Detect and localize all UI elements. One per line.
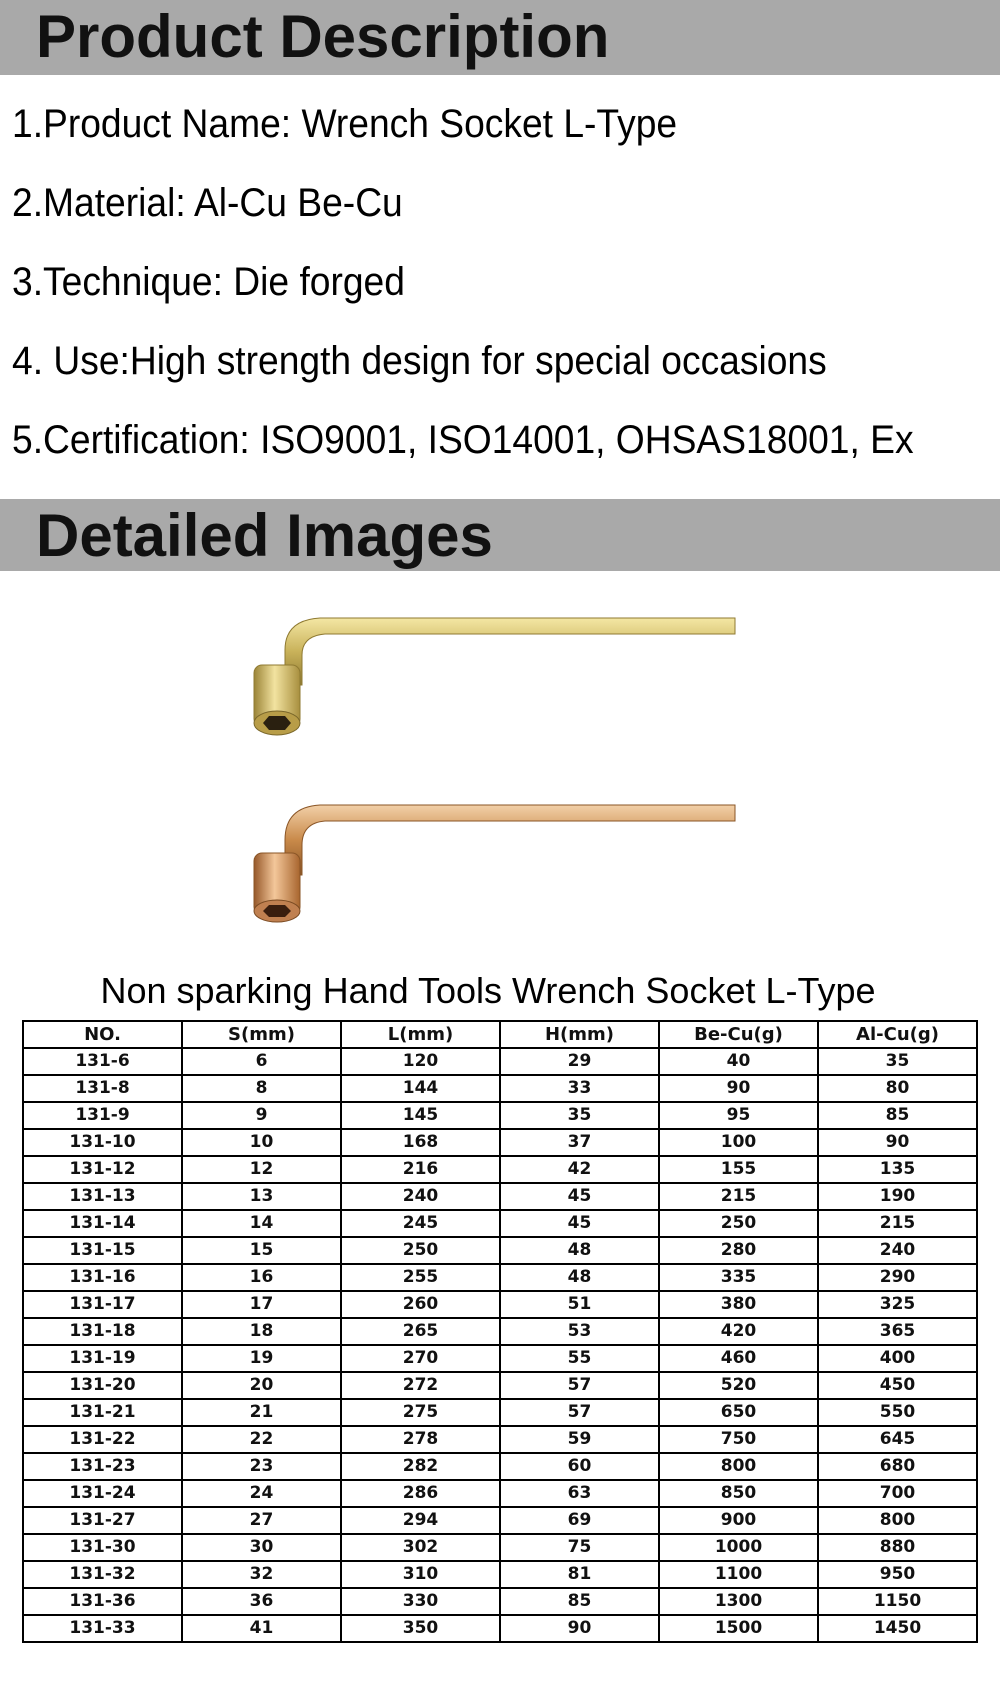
table-cell: 278 <box>341 1426 500 1453</box>
header-no: NO. <box>23 1021 182 1048</box>
table-cell: 700 <box>818 1480 977 1507</box>
table-cell: 290 <box>818 1264 977 1291</box>
table-cell: 13 <box>182 1183 341 1210</box>
table-cell: 131-12 <box>23 1156 182 1183</box>
table-row <box>23 1507 977 1534</box>
table-row <box>23 1318 977 1345</box>
table-cell: 131-19 <box>23 1345 182 1372</box>
table-cell: 17 <box>182 1291 341 1318</box>
table-cell: 80 <box>818 1075 977 1102</box>
spec-technique: 3.Technique: Die forged <box>12 260 405 304</box>
table-cell: 22 <box>182 1426 341 1453</box>
product-description-heading: Product Description <box>36 3 610 70</box>
table-row <box>23 1291 977 1318</box>
table-row <box>23 1588 977 1615</box>
table-cell: 260 <box>341 1291 500 1318</box>
table-cell: 294 <box>341 1507 500 1534</box>
table-cell: 350 <box>341 1615 500 1642</box>
table-cell: 120 <box>341 1048 500 1075</box>
table-title: Non sparking Hand Tools Wrench Socket L-Type <box>100 970 876 1011</box>
table-cell: 27 <box>182 1507 341 1534</box>
table-cell: 240 <box>341 1183 500 1210</box>
table-row <box>23 1453 977 1480</box>
table-cell: 650 <box>659 1399 818 1426</box>
table-cell: 420 <box>659 1318 818 1345</box>
table-cell: 53 <box>500 1318 659 1345</box>
table-cell: 85 <box>500 1588 659 1615</box>
table-cell: 30 <box>182 1534 341 1561</box>
table-cell: 131-18 <box>23 1318 182 1345</box>
table-cell: 100 <box>659 1129 818 1156</box>
table-row <box>23 1372 977 1399</box>
header-l: L(mm) <box>341 1021 500 1048</box>
table-row <box>23 1075 977 1102</box>
table-cell: 19 <box>182 1345 341 1372</box>
table-cell: 131-8 <box>23 1075 182 1102</box>
table-row <box>23 1399 977 1426</box>
table-cell: 216 <box>341 1156 500 1183</box>
table-cell: 880 <box>818 1534 977 1561</box>
table-cell: 59 <box>500 1426 659 1453</box>
table-cell: 131-14 <box>23 1210 182 1237</box>
table-cell: 131-36 <box>23 1588 182 1615</box>
detailed-images-banner <box>0 499 1000 571</box>
table-cell: 950 <box>818 1561 977 1588</box>
table-cell: 131-21 <box>23 1399 182 1426</box>
table-cell: 460 <box>659 1345 818 1372</box>
table-row <box>23 1615 977 1642</box>
table-cell: 8 <box>182 1075 341 1102</box>
table-cell: 272 <box>341 1372 500 1399</box>
table-cell: 1300 <box>659 1588 818 1615</box>
table-cell: 750 <box>659 1426 818 1453</box>
table-row <box>23 1534 977 1561</box>
table-cell: 35 <box>500 1102 659 1129</box>
table-cell: 330 <box>341 1588 500 1615</box>
table-cell: 9 <box>182 1102 341 1129</box>
table-cell: 45 <box>500 1183 659 1210</box>
table-cell: 41 <box>182 1615 341 1642</box>
table-cell: 85 <box>818 1102 977 1129</box>
table-cell: 81 <box>500 1561 659 1588</box>
table-cell: 95 <box>659 1102 818 1129</box>
table-cell: 131-13 <box>23 1183 182 1210</box>
table-cell: 29 <box>500 1048 659 1075</box>
header-be-cu: Be-Cu(g) <box>659 1021 818 1048</box>
table-cell: 131-24 <box>23 1480 182 1507</box>
table-cell: 168 <box>341 1129 500 1156</box>
table-row <box>23 1183 977 1210</box>
spec-product-name: 1.Product Name: Wrench Socket L-Type <box>12 102 678 146</box>
table-cell: 35 <box>818 1048 977 1075</box>
table-cell: 15 <box>182 1237 341 1264</box>
table-cell: 450 <box>818 1372 977 1399</box>
table-cell: 48 <box>500 1237 659 1264</box>
table-cell: 40 <box>659 1048 818 1075</box>
size-table <box>22 1020 978 1643</box>
copper-l-socket-wrench-icon <box>240 795 740 925</box>
table-cell: 302 <box>341 1534 500 1561</box>
header-al-cu: Al-Cu(g) <box>818 1021 977 1048</box>
table-cell: 800 <box>659 1453 818 1480</box>
table-cell: 48 <box>500 1264 659 1291</box>
table-cell: 265 <box>341 1318 500 1345</box>
table-cell: 90 <box>659 1075 818 1102</box>
table-cell: 850 <box>659 1480 818 1507</box>
table-cell: 215 <box>659 1183 818 1210</box>
table-cell: 131-20 <box>23 1372 182 1399</box>
table-cell: 144 <box>341 1075 500 1102</box>
table-cell: 131-30 <box>23 1534 182 1561</box>
table-row <box>23 1102 977 1129</box>
table-cell: 60 <box>500 1453 659 1480</box>
table-cell: 131-32 <box>23 1561 182 1588</box>
table-cell: 12 <box>182 1156 341 1183</box>
table-cell: 90 <box>818 1129 977 1156</box>
detailed-images-heading: Detailed Images <box>36 502 493 569</box>
table-cell: 75 <box>500 1534 659 1561</box>
table-cell: 325 <box>818 1291 977 1318</box>
table-cell: 6 <box>182 1048 341 1075</box>
table-cell: 1100 <box>659 1561 818 1588</box>
table-cell: 900 <box>659 1507 818 1534</box>
table-cell: 1000 <box>659 1534 818 1561</box>
table-cell: 1450 <box>818 1615 977 1642</box>
table-cell: 14 <box>182 1210 341 1237</box>
table-cell: 282 <box>341 1453 500 1480</box>
table-row <box>23 1480 977 1507</box>
table-row <box>23 1210 977 1237</box>
table-cell: 255 <box>341 1264 500 1291</box>
table-cell: 21 <box>182 1399 341 1426</box>
product-description-banner <box>0 0 1000 75</box>
table-body <box>23 1048 977 1642</box>
table-row <box>23 1048 977 1075</box>
brass-l-socket-wrench-icon <box>240 610 740 740</box>
table-header-row <box>23 1021 977 1048</box>
table-cell: 16 <box>182 1264 341 1291</box>
table-cell: 131-10 <box>23 1129 182 1156</box>
table-cell: 45 <box>500 1210 659 1237</box>
table-cell: 131-6 <box>23 1048 182 1075</box>
table-cell: 310 <box>341 1561 500 1588</box>
table-cell: 250 <box>659 1210 818 1237</box>
table-cell: 400 <box>818 1345 977 1372</box>
table-row <box>23 1345 977 1372</box>
table-cell: 335 <box>659 1264 818 1291</box>
table-row <box>23 1561 977 1588</box>
table-cell: 280 <box>659 1237 818 1264</box>
table-cell: 10 <box>182 1129 341 1156</box>
table-cell: 250 <box>341 1237 500 1264</box>
table-row <box>23 1237 977 1264</box>
table-row <box>23 1129 977 1156</box>
header-s: S(mm) <box>182 1021 341 1048</box>
table-cell: 135 <box>818 1156 977 1183</box>
table-cell: 33 <box>500 1075 659 1102</box>
table-cell: 275 <box>341 1399 500 1426</box>
table-cell: 145 <box>341 1102 500 1129</box>
table-cell: 380 <box>659 1291 818 1318</box>
table-cell: 270 <box>341 1345 500 1372</box>
table-cell: 131-33 <box>23 1615 182 1642</box>
spec-use: 4. Use:High strength design for special occasions <box>12 339 827 383</box>
table-cell: 1150 <box>818 1588 977 1615</box>
table-cell: 800 <box>818 1507 977 1534</box>
table-cell: 23 <box>182 1453 341 1480</box>
table-cell: 155 <box>659 1156 818 1183</box>
table-cell: 24 <box>182 1480 341 1507</box>
table-cell: 18 <box>182 1318 341 1345</box>
table-cell: 63 <box>500 1480 659 1507</box>
spec-material: 2.Material: Al-Cu Be-Cu <box>12 181 403 225</box>
table-row <box>23 1264 977 1291</box>
table-cell: 645 <box>818 1426 977 1453</box>
table-cell: 37 <box>500 1129 659 1156</box>
table-cell: 680 <box>818 1453 977 1480</box>
table-cell: 55 <box>500 1345 659 1372</box>
table-cell: 520 <box>659 1372 818 1399</box>
table-cell: 90 <box>500 1615 659 1642</box>
table-cell: 57 <box>500 1399 659 1426</box>
spec-list <box>12 100 981 495</box>
table-cell: 131-27 <box>23 1507 182 1534</box>
table-cell: 131-16 <box>23 1264 182 1291</box>
table-cell: 245 <box>341 1210 500 1237</box>
table-row <box>23 1156 977 1183</box>
table-cell: 131-23 <box>23 1453 182 1480</box>
table-cell: 131-22 <box>23 1426 182 1453</box>
table-cell: 240 <box>818 1237 977 1264</box>
table-cell: 190 <box>818 1183 977 1210</box>
header-h: H(mm) <box>500 1021 659 1048</box>
table-cell: 215 <box>818 1210 977 1237</box>
table-cell: 69 <box>500 1507 659 1534</box>
table-cell: 42 <box>500 1156 659 1183</box>
table-cell: 286 <box>341 1480 500 1507</box>
table-cell: 36 <box>182 1588 341 1615</box>
table-cell: 550 <box>818 1399 977 1426</box>
table-cell: 131-17 <box>23 1291 182 1318</box>
table-cell: 51 <box>500 1291 659 1318</box>
table-cell: 1500 <box>659 1615 818 1642</box>
table-row <box>23 1426 977 1453</box>
table-cell: 32 <box>182 1561 341 1588</box>
table-cell: 131-9 <box>23 1102 182 1129</box>
table-cell: 20 <box>182 1372 341 1399</box>
table-cell: 365 <box>818 1318 977 1345</box>
spec-certification: 5.Certification: ISO9001, ISO14001, OHSAS18001, Ex <box>12 418 914 462</box>
table-cell: 57 <box>500 1372 659 1399</box>
table-cell: 131-15 <box>23 1237 182 1264</box>
